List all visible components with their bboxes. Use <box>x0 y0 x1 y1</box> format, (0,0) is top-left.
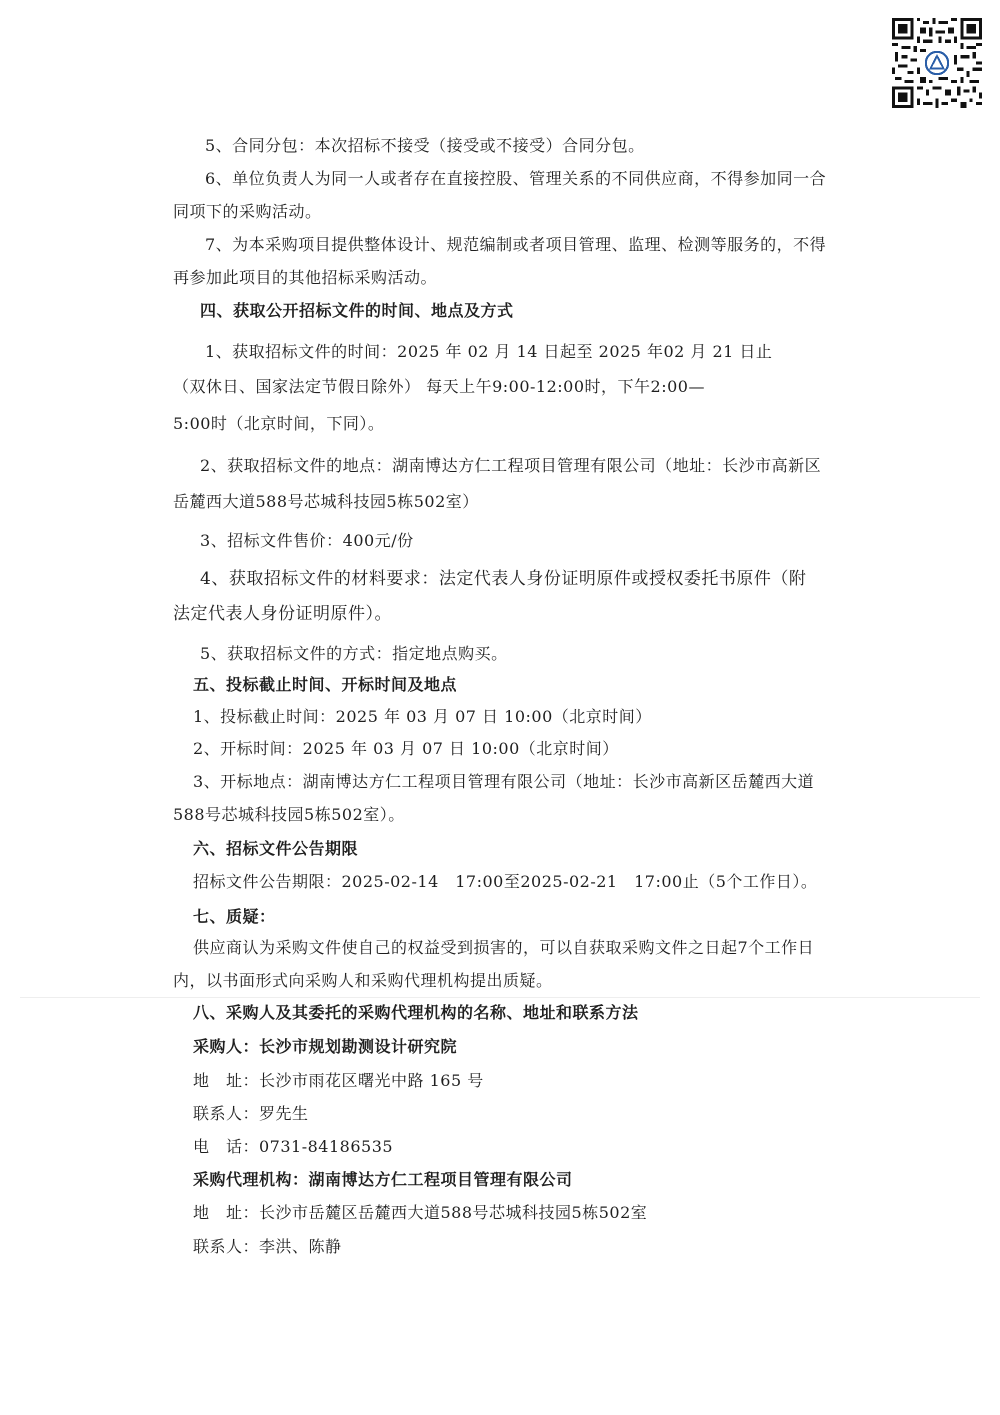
obtain-method: 5、获取招标文件的方式：指定地点购买。 <box>200 644 508 663</box>
bid-opening-place-line2: 588号芯城科技园5栋502室）。 <box>173 805 405 824</box>
section-heading-7: 七、质疑： <box>193 907 276 926</box>
announcement-period: 招标文件公告期限：2025-02-14 17:00至2025-02-21 17:00止（5个工作日）。 <box>193 872 818 891</box>
purchaser-contact: 联系人：罗先生 <box>193 1104 309 1123</box>
clause-contract-subpackage: 5、合同分包：本次招标不接受（接受或不接受）合同分包。 <box>205 136 645 155</box>
obtain-time-line2: （双休日、国家法定节假日除外） 每天上午9:00-12:00时，下午2:00— <box>173 377 705 396</box>
obtain-time-line3: 5:00时（北京时间，下同）。 <box>173 414 385 433</box>
clause-design-service-line2: 再参加此项目的其他招标采购活动。 <box>173 268 438 287</box>
agency-address: 地 址：长沙市岳麓区岳麓西大道588号芯城科技园5栋502室 <box>193 1203 648 1222</box>
section-heading-6: 六、招标文件公告期限 <box>193 839 359 858</box>
page-fold-line <box>20 997 980 998</box>
document-price: 3、招标文件售价：400元/份 <box>200 531 414 550</box>
clause-design-service-line1: 7、为本采购项目提供整体设计、规范编制或者项目管理、监理、检测等服务的，不得 <box>205 235 827 254</box>
bid-opening-place-line1: 3、开标地点：湖南博达方仁工程项目管理有限公司（地址：长沙市高新区岳麓西大道 <box>193 772 815 791</box>
agency-contact: 联系人：李洪、陈静 <box>193 1237 342 1256</box>
material-requirements-line1: 4、获取招标文件的材料要求：法定代表人身份证明原件或授权委托书原件（附 <box>200 569 807 589</box>
obtain-time-line1: 1、获取招标文件的时间：2025 年 02 月 14 日起至 2025 年02 月 21 日止 <box>205 342 773 361</box>
section-heading-4: 四、获取公开招标文件的时间、地点及方式 <box>200 301 514 320</box>
obtain-place-line1: 2、获取招标文件的地点：湖南博达方仁工程项目管理有限公司（地址：长沙市高新区 <box>200 456 822 475</box>
purchaser-phone: 电 话：0731-84186535 <box>193 1137 394 1156</box>
bid-opening-time: 2、开标时间：2025 年 03 月 07 日 10:00（北京时间） <box>193 739 619 758</box>
agency-name: 采购代理机构：湖南博达方仁工程项目管理有限公司 <box>193 1170 573 1189</box>
bid-deadline: 1、投标截止时间：2025 年 03 月 07 日 10:00（北京时间） <box>193 707 652 726</box>
section-heading-8: 八、采购人及其委托的采购代理机构的名称、地址和联系方法 <box>193 1003 639 1022</box>
obtain-place-line2: 岳麓西大道588号芯城科技园5栋502室） <box>173 492 479 511</box>
purchaser-name: 采购人：长沙市规划勘测设计研究院 <box>193 1037 458 1056</box>
query-clause-line2: 内，以书面形式向采购人和采购代理机构提出质疑。 <box>173 971 553 990</box>
section-heading-5: 五、投标截止时间、开标时间及地点 <box>193 675 458 694</box>
query-clause-line1: 供应商认为采购文件使自己的权益受到损害的，可以自获取采购文件之日起7个工作日 <box>193 938 815 957</box>
clause-related-suppliers-line2: 同项下的采购活动。 <box>173 202 322 221</box>
clause-related-suppliers-line1: 6、单位负责人为同一人或者存在直接控股、管理关系的不同供应商，不得参加同一合 <box>205 169 827 188</box>
material-requirements-line2: 法定代表人身份证明原件）。 <box>173 604 392 624</box>
purchaser-address: 地 址：长沙市雨花区曙光中路 165 号 <box>193 1071 484 1090</box>
